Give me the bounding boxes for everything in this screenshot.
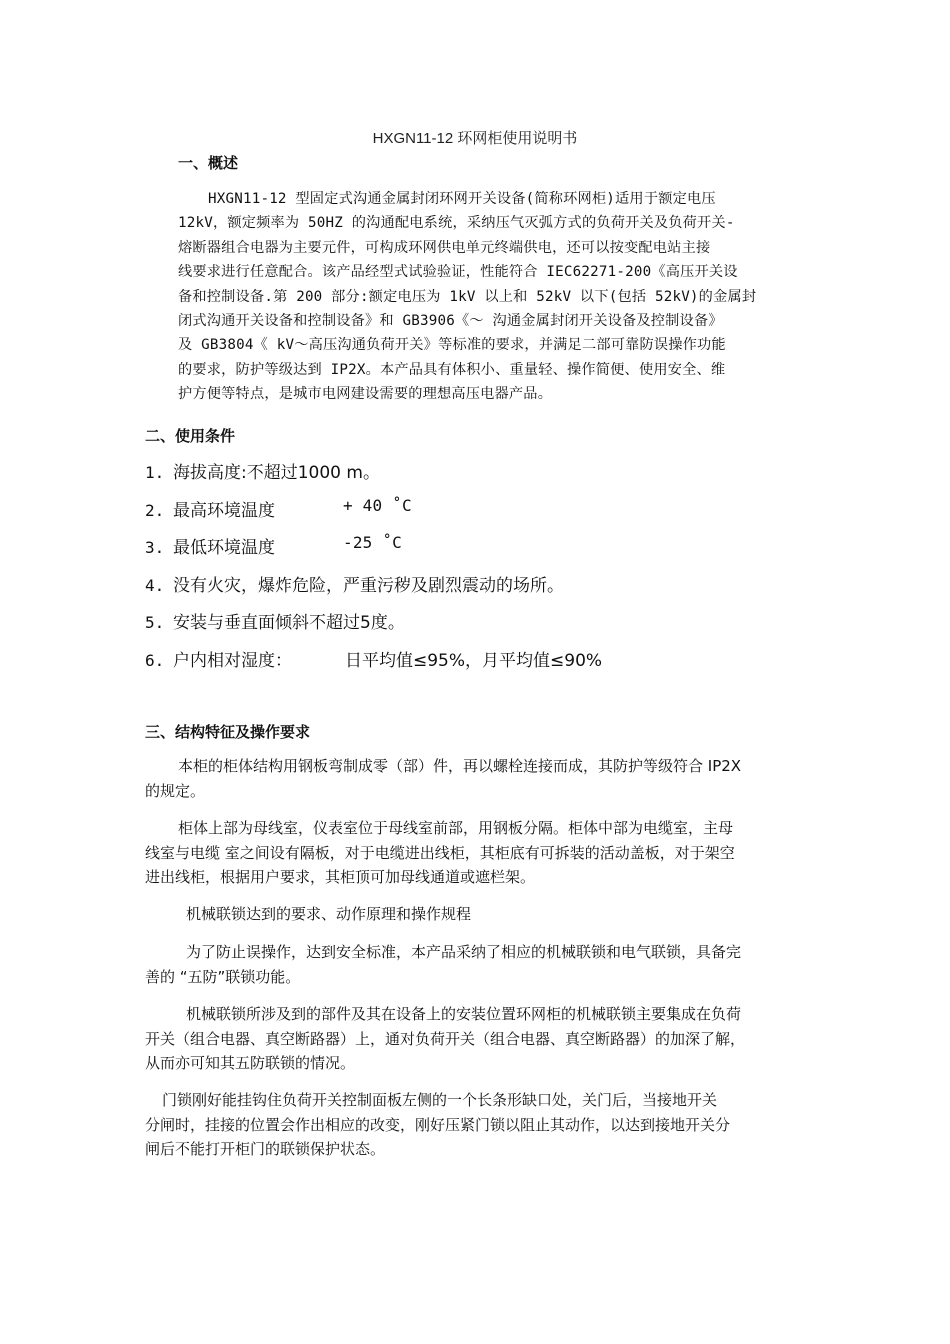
overview-line: HXGN11-12 型固定式沟通金属封闭环网开关设备(简称环网柜)适用于额定电压 bbox=[208, 191, 716, 207]
paragraph-line: 善的 “五防”联锁功能。 bbox=[145, 967, 301, 986]
structure-paragraph-1 bbox=[145, 754, 810, 803]
overview-line: 12kV，额定频率为 50HZ 的沟通配电系统，采纳压气灭弧方式的负荷开关及负荷开关- bbox=[178, 215, 735, 232]
condition-item bbox=[145, 496, 564, 534]
interlock-subheading bbox=[145, 902, 810, 927]
paragraph-line: 机械联锁达到的要求、动作原理和操作规程 bbox=[186, 905, 472, 923]
overview-line: 的要求，防护等级达到 IP2X。本产品具有体积小、重量轻、操作简便、使用安全、维 bbox=[178, 361, 726, 378]
section-heading-conditions: 二、使用条件 bbox=[145, 427, 236, 445]
condition-text: 海拔高度:不超过1000 m。 bbox=[173, 463, 380, 483]
paragraph-line: 门锁刚好能挂钩住负荷开关控制面板左侧的一个长条形缺口处，关门后，当接地开关 bbox=[162, 1091, 718, 1109]
overview-line: 线要求进行任意配合。该产品经型式试验验证，性能符合 IEC62271-200《高压开关设 bbox=[178, 264, 738, 281]
condition-value: + 40 ˚C bbox=[343, 495, 412, 515]
condition-number: 5. bbox=[145, 613, 165, 633]
paragraph-line: 机械联锁所涉及到的部件及其在设备上的安装位置环网柜的机械联锁主要集成在负荷 bbox=[186, 1005, 742, 1023]
condition-text: 没有火灾，爆炸危险，严重污秽及剧烈震动的场所。 bbox=[173, 575, 564, 596]
condition-item bbox=[145, 533, 564, 571]
overview-line: 护方便等特点，是城市电网建设需要的理想高压电器产品。 bbox=[178, 386, 553, 403]
overview-line: 熔断器组合电器为主要元件，可构成环网供电单元终端供电，还可以按变配电站主接 bbox=[178, 239, 711, 256]
condition-number: 6. bbox=[145, 650, 165, 670]
overview-line: 备和控制设备.第 200 部分:额定电压为 1kV 以上和 52kV 以下(包括 52kV)的金属封 bbox=[178, 288, 757, 305]
condition-number: 3. bbox=[145, 538, 165, 558]
condition-item bbox=[145, 608, 564, 646]
paragraph-line: 柜体上部为母线室，仪表室位于母线室前部，用钢板分隔。柜体中部为电缆室，主母 bbox=[178, 819, 734, 837]
conditions-list bbox=[145, 458, 603, 684]
section-heading-structure: 三、结构特征及操作要求 bbox=[145, 723, 311, 741]
paragraph-line: 开关（组合电器、真空断路器）上，通对负荷开关（组合电器、真空断路器）的加深了解， bbox=[145, 1029, 746, 1048]
paragraph-line: 进出线柜，根据用户要求，其柜顶可加母线通道或遮栏架。 bbox=[145, 868, 536, 886]
condition-item bbox=[145, 646, 603, 684]
paragraph-line: 为了防止误操作，达到安全标准，本产品采纳了相应的机械联锁和电气联锁，具备完 bbox=[186, 943, 742, 961]
condition-text: 安装与垂直面倾斜不超过5度。 bbox=[173, 613, 405, 634]
paragraph-line: 本柜的柜体结构用钢板弯制成零（部）件，再以螺栓连接而成，其防护等级符合 IP2X bbox=[178, 757, 742, 775]
overview-paragraph bbox=[178, 187, 808, 407]
condition-text: 最高环境温度 bbox=[173, 500, 275, 521]
condition-number: 4. bbox=[145, 575, 165, 595]
condition-item bbox=[145, 458, 564, 496]
condition-number: 1. bbox=[145, 463, 165, 482]
paragraph-line: 从而亦可知其五防联锁的情况。 bbox=[145, 1054, 356, 1072]
condition-text: 最低环境温度 bbox=[173, 538, 275, 559]
document-title: HXGN11-12 环网柜使用说明书 bbox=[372, 130, 578, 147]
condition-text: 户内相对湿度： bbox=[173, 650, 292, 671]
structure-paragraph-4 bbox=[145, 940, 810, 989]
overview-line: 闭式沟通开关设备和控制设备》和 GB3906《～ 沟通金属封闭开关设备及控制设备》 bbox=[178, 312, 723, 329]
section-heading-overview: 一、概述 bbox=[178, 154, 239, 172]
condition-value: 日平均值≤95%，月平均值≤90% bbox=[345, 650, 603, 671]
paragraph-line: 闸后不能打开柜门的联锁保护状态。 bbox=[145, 1140, 386, 1158]
overview-line: 及 GB3804《 kV～高压沟通负荷开关》等标准的要求，并满足二部可靠防误操作功能 bbox=[178, 337, 726, 354]
paragraph-line: 的规定。 bbox=[145, 781, 206, 800]
paragraph-line: 分闸时，挂接的位置会作出相应的改变，刚好压紧门锁以阻止其动作，以达到接地开关分 bbox=[145, 1115, 731, 1134]
structure-paragraph-5 bbox=[145, 1002, 810, 1076]
structure-paragraph-6 bbox=[145, 1088, 810, 1162]
paragraph-line: 线室与电缆 室之间设有隔板，对于电缆进出线柜，其柜底有可拆装的活动盖板，对于架空 bbox=[145, 843, 735, 862]
condition-item bbox=[145, 571, 564, 609]
condition-number: 2. bbox=[145, 500, 165, 520]
structure-paragraph-2 bbox=[145, 816, 810, 890]
condition-value: -25 ˚C bbox=[343, 533, 402, 553]
